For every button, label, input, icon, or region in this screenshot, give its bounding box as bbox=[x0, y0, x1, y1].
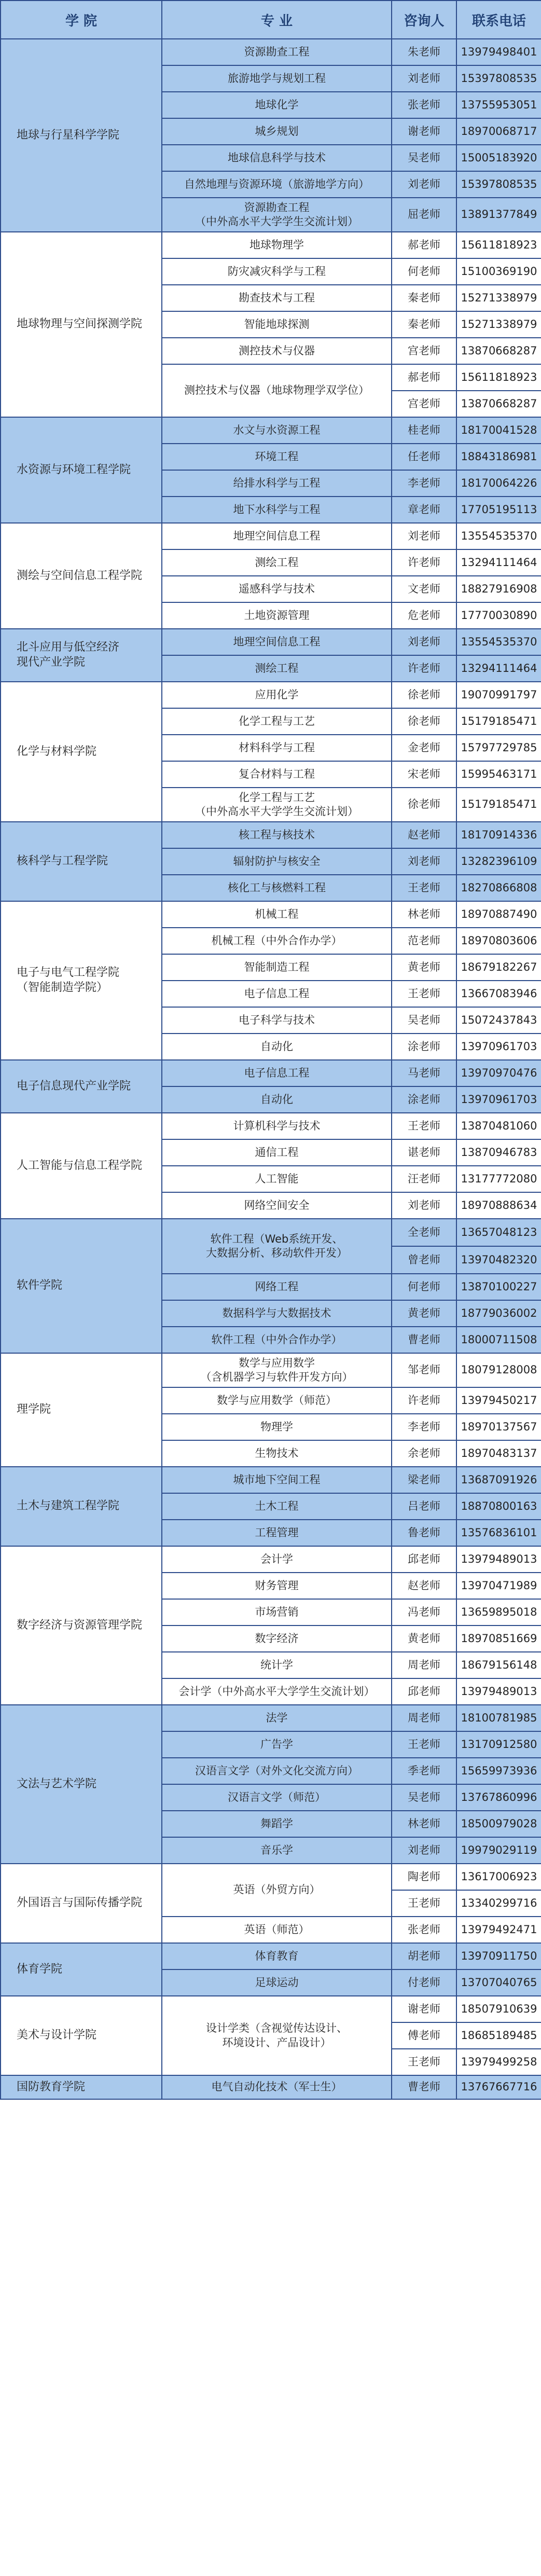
table-row bbox=[1, 1219, 541, 1246]
contact-cell: 徐老师 bbox=[392, 682, 456, 708]
contact-cell: 吕老师 bbox=[392, 1493, 456, 1520]
contact-cell: 李老师 bbox=[392, 470, 456, 497]
phone-cell: 15271338979 bbox=[456, 311, 541, 338]
phone-cell: 18970803606 bbox=[456, 928, 541, 954]
phone-cell: 13970970476 bbox=[456, 1060, 541, 1086]
major-cell: 测控技术与仪器 bbox=[162, 338, 392, 364]
contact-cell: 曹老师 bbox=[392, 2075, 456, 2099]
table-row bbox=[1, 1467, 541, 1493]
major-cell: 数学与应用数学 （含机器学习与软件开发方向） bbox=[162, 1353, 392, 1387]
phone-cell: 13979492471 bbox=[456, 1917, 541, 1943]
phone-cell: 13707040765 bbox=[456, 1969, 541, 1996]
contact-cell: 陶老师 bbox=[392, 1864, 456, 1890]
phone-cell: 15611818923 bbox=[456, 232, 541, 258]
phone-cell: 18100781985 bbox=[456, 1705, 541, 1731]
phone-cell: 18079128008 bbox=[456, 1353, 541, 1387]
college-cell: 数字经济与资源管理学院 bbox=[1, 1546, 162, 1705]
major-cell: 地理空间信息工程 bbox=[162, 523, 392, 549]
contact-cell: 徐老师 bbox=[392, 788, 456, 822]
college-cell: 人工智能与信息工程学院 bbox=[1, 1113, 162, 1219]
contact-cell: 许老师 bbox=[392, 1387, 456, 1414]
phone-cell: 18507910639 bbox=[456, 1996, 541, 2022]
contact-cell: 郝老师 bbox=[392, 232, 456, 258]
table-row bbox=[1, 1546, 541, 1573]
major-cell: 足球运动 bbox=[162, 1969, 392, 1996]
major-cell: 化学工程与工艺 （中外高水平大学学生交流计划） bbox=[162, 788, 392, 822]
phone-cell: 13554535370 bbox=[456, 629, 541, 655]
major-cell: 土地资源管理 bbox=[162, 602, 392, 629]
major-cell: 软件工程（中外合作办学） bbox=[162, 1327, 392, 1353]
phone-cell: 13970961703 bbox=[456, 1034, 541, 1060]
major-cell: 辐射防护与核安全 bbox=[162, 848, 392, 875]
table-row bbox=[1, 1943, 541, 1969]
contact-cell: 赵老师 bbox=[392, 822, 456, 848]
phone-cell: 18827916908 bbox=[456, 576, 541, 602]
major-cell: 城乡规划 bbox=[162, 118, 392, 145]
major-cell: 防灾减灾科学与工程 bbox=[162, 258, 392, 285]
table-body bbox=[1, 39, 541, 2099]
contact-cell: 傅老师 bbox=[392, 2022, 456, 2049]
contact-cell: 徐老师 bbox=[392, 708, 456, 735]
phone-cell: 15100369190 bbox=[456, 258, 541, 285]
contact-cell: 林老师 bbox=[392, 1811, 456, 1837]
phone-cell: 13979498401 bbox=[456, 39, 541, 65]
contact-cell: 刘老师 bbox=[392, 629, 456, 655]
major-cell: 网络工程 bbox=[162, 1274, 392, 1300]
major-cell: 人工智能 bbox=[162, 1166, 392, 1192]
phone-cell: 17770030890 bbox=[456, 602, 541, 629]
college-cell: 美术与设计学院 bbox=[1, 1996, 162, 2075]
phone-cell: 18679182267 bbox=[456, 954, 541, 981]
major-cell: 软件工程（Web系统开发、 大数据分析、移动软件开发） bbox=[162, 1219, 392, 1274]
major-cell: 物理学 bbox=[162, 1414, 392, 1440]
header-contact: 咨询人 bbox=[392, 1, 456, 39]
phone-cell: 13870481060 bbox=[456, 1113, 541, 1139]
contact-cell: 鲁老师 bbox=[392, 1520, 456, 1546]
contact-cell: 付老师 bbox=[392, 1969, 456, 1996]
contact-cell: 吴老师 bbox=[392, 1007, 456, 1034]
contact-cell: 屈老师 bbox=[392, 198, 456, 232]
major-cell: 通信工程 bbox=[162, 1139, 392, 1166]
major-cell: 复合材料与工程 bbox=[162, 761, 392, 788]
contact-cell: 胡老师 bbox=[392, 1943, 456, 1969]
contact-cell: 危老师 bbox=[392, 602, 456, 629]
major-cell: 自动化 bbox=[162, 1034, 392, 1060]
phone-cell: 13170912580 bbox=[456, 1731, 541, 1758]
phone-cell: 15797729785 bbox=[456, 735, 541, 761]
major-cell: 会计学（中外高水平大学学生交流计划） bbox=[162, 1678, 392, 1705]
phone-cell: 18000711508 bbox=[456, 1327, 541, 1353]
major-cell: 设计学类（含视觉传达设计、 环境设计、产品设计） bbox=[162, 1996, 392, 2075]
major-cell: 汉语言文学（对外文化交流方向） bbox=[162, 1758, 392, 1784]
contact-cell: 林老师 bbox=[392, 901, 456, 928]
major-cell: 资源勘查工程 bbox=[162, 39, 392, 65]
major-cell: 智能制造工程 bbox=[162, 954, 392, 981]
contact-cell: 邹老师 bbox=[392, 1353, 456, 1387]
phone-cell: 13979450217 bbox=[456, 1387, 541, 1414]
major-cell: 旅游地学与规划工程 bbox=[162, 65, 392, 92]
major-cell: 材料科学与工程 bbox=[162, 735, 392, 761]
major-cell: 财务管理 bbox=[162, 1573, 392, 1599]
phone-cell: 13979489013 bbox=[456, 1546, 541, 1573]
major-cell: 测控技术与仪器（地球物理学双学位） bbox=[162, 364, 392, 417]
contact-cell: 赵老师 bbox=[392, 1573, 456, 1599]
phone-cell: 18685189485 bbox=[456, 2022, 541, 2049]
phone-cell: 15659973936 bbox=[456, 1758, 541, 1784]
major-cell: 体育教育 bbox=[162, 1943, 392, 1969]
phone-cell: 13979499258 bbox=[456, 2049, 541, 2075]
major-cell: 给排水科学与工程 bbox=[162, 470, 392, 497]
major-cell: 勘查技术与工程 bbox=[162, 285, 392, 311]
phone-cell: 13687091926 bbox=[456, 1467, 541, 1493]
table-header-row bbox=[1, 1, 541, 39]
phone-cell: 13767860996 bbox=[456, 1784, 541, 1811]
contact-cell: 朱老师 bbox=[392, 39, 456, 65]
contact-cell: 文老师 bbox=[392, 576, 456, 602]
contact-cell: 郝老师 bbox=[392, 364, 456, 391]
contact-cell: 许老师 bbox=[392, 655, 456, 682]
phone-cell: 18500979028 bbox=[456, 1811, 541, 1837]
phone-cell: 19979029119 bbox=[456, 1837, 541, 1864]
contact-cell: 张老师 bbox=[392, 92, 456, 118]
major-cell: 网络空间安全 bbox=[162, 1192, 392, 1219]
contact-cell: 涂老师 bbox=[392, 1034, 456, 1060]
phone-cell: 13891377849 bbox=[456, 198, 541, 232]
contact-cell: 邱老师 bbox=[392, 1546, 456, 1573]
major-cell: 市场营销 bbox=[162, 1599, 392, 1626]
table-row bbox=[1, 682, 541, 708]
table-row bbox=[1, 417, 541, 444]
contact-cell: 刘老师 bbox=[392, 848, 456, 875]
major-cell: 自然地理与资源环境（旅游地学方向） bbox=[162, 171, 392, 198]
major-cell: 电子信息工程 bbox=[162, 1060, 392, 1086]
header-major: 专 业 bbox=[162, 1, 392, 39]
contact-cell: 刘老师 bbox=[392, 1192, 456, 1219]
phone-cell: 13667083946 bbox=[456, 981, 541, 1007]
contact-cell: 余老师 bbox=[392, 1440, 456, 1467]
phone-cell: 13554535370 bbox=[456, 523, 541, 549]
phone-cell: 13870100227 bbox=[456, 1274, 541, 1300]
phone-cell: 15995463171 bbox=[456, 761, 541, 788]
college-cell: 理学院 bbox=[1, 1353, 162, 1467]
phone-cell: 13767667716 bbox=[456, 2075, 541, 2099]
major-cell: 地球信息科学与技术 bbox=[162, 145, 392, 171]
phone-cell: 13870668287 bbox=[456, 391, 541, 417]
table-row bbox=[1, 901, 541, 928]
major-cell: 数学与应用数学（师范） bbox=[162, 1387, 392, 1414]
phone-cell: 13870946783 bbox=[456, 1139, 541, 1166]
major-cell: 测绘工程 bbox=[162, 655, 392, 682]
major-cell: 会计学 bbox=[162, 1546, 392, 1573]
major-cell: 电子信息工程 bbox=[162, 981, 392, 1007]
contact-cell: 王老师 bbox=[392, 2049, 456, 2075]
major-cell: 舞蹈学 bbox=[162, 1811, 392, 1837]
contact-cell: 刘老师 bbox=[392, 171, 456, 198]
major-cell: 英语（师范） bbox=[162, 1917, 392, 1943]
college-cell: 核科学与工程学院 bbox=[1, 822, 162, 901]
phone-cell: 15179185471 bbox=[456, 788, 541, 822]
phone-cell: 13970911750 bbox=[456, 1943, 541, 1969]
college-cell: 地球物理与空间探测学院 bbox=[1, 232, 162, 417]
contact-cell: 宫老师 bbox=[392, 391, 456, 417]
contact-cell: 桂老师 bbox=[392, 417, 456, 444]
contact-cell: 刘老师 bbox=[392, 523, 456, 549]
header-phone: 联系电话 bbox=[456, 1, 541, 39]
phone-cell: 18779036002 bbox=[456, 1300, 541, 1327]
phone-cell: 13979489013 bbox=[456, 1678, 541, 1705]
contact-cell: 谢老师 bbox=[392, 1996, 456, 2022]
major-cell: 统计学 bbox=[162, 1652, 392, 1678]
major-cell: 汉语言文学（师范） bbox=[162, 1784, 392, 1811]
phone-cell: 13970471989 bbox=[456, 1573, 541, 1599]
phone-cell: 19070991797 bbox=[456, 682, 541, 708]
phone-cell: 13970961703 bbox=[456, 1086, 541, 1113]
table-row bbox=[1, 1705, 541, 1731]
phone-cell: 18170914336 bbox=[456, 822, 541, 848]
table-row bbox=[1, 1864, 541, 1890]
contact-cell: 曹老师 bbox=[392, 1327, 456, 1353]
phone-cell: 18970483137 bbox=[456, 1440, 541, 1467]
major-cell: 机械工程（中外合作办学） bbox=[162, 928, 392, 954]
contact-cell: 周老师 bbox=[392, 1652, 456, 1678]
phone-cell: 13870668287 bbox=[456, 338, 541, 364]
contact-cell: 吴老师 bbox=[392, 145, 456, 171]
contact-cell: 谢老师 bbox=[392, 118, 456, 145]
college-cell: 电子信息现代产业学院 bbox=[1, 1060, 162, 1113]
phone-cell: 15005183920 bbox=[456, 145, 541, 171]
contact-cell: 邱老师 bbox=[392, 1678, 456, 1705]
major-cell: 电气自动化技术（军士生） bbox=[162, 2075, 392, 2099]
contact-cell: 宫老师 bbox=[392, 338, 456, 364]
contact-cell: 吴老师 bbox=[392, 1784, 456, 1811]
contact-cell: 任老师 bbox=[392, 444, 456, 470]
major-cell: 环境工程 bbox=[162, 444, 392, 470]
phone-cell: 13970482320 bbox=[456, 1246, 541, 1274]
table-row bbox=[1, 822, 541, 848]
contact-cell: 何老师 bbox=[392, 258, 456, 285]
phone-cell: 13617006923 bbox=[456, 1864, 541, 1890]
contact-cell: 黄老师 bbox=[392, 1300, 456, 1327]
college-cell: 体育学院 bbox=[1, 1943, 162, 1996]
college-cell: 文法与艺术学院 bbox=[1, 1705, 162, 1864]
contact-cell: 梁老师 bbox=[392, 1467, 456, 1493]
contact-cell: 马老师 bbox=[392, 1060, 456, 1086]
phone-cell: 18679156148 bbox=[456, 1652, 541, 1678]
phone-cell: 18170064226 bbox=[456, 470, 541, 497]
phone-cell: 18843186981 bbox=[456, 444, 541, 470]
phone-cell: 15072437843 bbox=[456, 1007, 541, 1034]
major-cell: 核工程与核技术 bbox=[162, 822, 392, 848]
contact-cell: 王老师 bbox=[392, 1113, 456, 1139]
college-cell: 外国语言与国际传播学院 bbox=[1, 1864, 162, 1943]
major-cell: 机械工程 bbox=[162, 901, 392, 928]
contact-cell: 许老师 bbox=[392, 549, 456, 576]
contact-cell: 涂老师 bbox=[392, 1086, 456, 1113]
table-row bbox=[1, 629, 541, 655]
phone-cell: 13282396109 bbox=[456, 848, 541, 875]
college-cell: 测绘与空间信息工程学院 bbox=[1, 523, 162, 629]
contact-cell: 王老师 bbox=[392, 875, 456, 901]
contact-cell: 周老师 bbox=[392, 1705, 456, 1731]
phone-cell: 13755953051 bbox=[456, 92, 541, 118]
major-cell: 地下水科学与工程 bbox=[162, 497, 392, 523]
table-row bbox=[1, 1996, 541, 2022]
phone-cell: 15397808535 bbox=[456, 65, 541, 92]
table-row bbox=[1, 523, 541, 549]
phone-cell: 18970137567 bbox=[456, 1414, 541, 1440]
phone-cell: 13659895018 bbox=[456, 1599, 541, 1626]
phone-cell: 13177772080 bbox=[456, 1166, 541, 1192]
contact-cell: 季老师 bbox=[392, 1758, 456, 1784]
phone-cell: 18970887490 bbox=[456, 901, 541, 928]
table-row bbox=[1, 1113, 541, 1139]
contact-cell: 范老师 bbox=[392, 928, 456, 954]
header-college: 学 院 bbox=[1, 1, 162, 39]
table-row bbox=[1, 232, 541, 258]
contact-cell: 刘老师 bbox=[392, 65, 456, 92]
college-cell: 化学与材料学院 bbox=[1, 682, 162, 822]
contact-cell: 王老师 bbox=[392, 981, 456, 1007]
contact-cell: 黄老师 bbox=[392, 1626, 456, 1652]
phone-cell: 15397808535 bbox=[456, 171, 541, 198]
college-cell: 软件学院 bbox=[1, 1219, 162, 1353]
major-cell: 地理空间信息工程 bbox=[162, 629, 392, 655]
major-cell: 法学 bbox=[162, 1705, 392, 1731]
phone-cell: 18970068717 bbox=[456, 118, 541, 145]
major-cell: 地球化学 bbox=[162, 92, 392, 118]
phone-cell: 13657048123 bbox=[456, 1219, 541, 1246]
phone-cell: 15179185471 bbox=[456, 708, 541, 735]
contact-cell: 张老师 bbox=[392, 1917, 456, 1943]
table-row bbox=[1, 1060, 541, 1086]
major-cell: 化学工程与工艺 bbox=[162, 708, 392, 735]
contact-cell: 王老师 bbox=[392, 1731, 456, 1758]
major-cell: 土木工程 bbox=[162, 1493, 392, 1520]
phone-cell: 17705195113 bbox=[456, 497, 541, 523]
college-cell: 土木与建筑工程学院 bbox=[1, 1467, 162, 1546]
major-cell: 遥感科学与技术 bbox=[162, 576, 392, 602]
phone-cell: 15611818923 bbox=[456, 364, 541, 391]
contact-cell: 谌老师 bbox=[392, 1139, 456, 1166]
phone-cell: 15271338979 bbox=[456, 285, 541, 311]
college-cell: 地球与行星科学学院 bbox=[1, 39, 162, 232]
table-row bbox=[1, 39, 541, 65]
phone-cell: 13294111464 bbox=[456, 549, 541, 576]
contact-cell: 宋老师 bbox=[392, 761, 456, 788]
major-cell: 广告学 bbox=[162, 1731, 392, 1758]
contact-cell: 金老师 bbox=[392, 735, 456, 761]
contact-cell: 秦老师 bbox=[392, 311, 456, 338]
major-cell: 数字经济 bbox=[162, 1626, 392, 1652]
contact-cell: 刘老师 bbox=[392, 1837, 456, 1864]
phone-cell: 18170041528 bbox=[456, 417, 541, 444]
phone-cell: 18970851669 bbox=[456, 1626, 541, 1652]
phone-cell: 13340299716 bbox=[456, 1890, 541, 1917]
contact-cell: 黄老师 bbox=[392, 954, 456, 981]
major-cell: 城市地下空间工程 bbox=[162, 1467, 392, 1493]
major-cell: 英语（外贸方向） bbox=[162, 1864, 392, 1917]
major-cell: 生物技术 bbox=[162, 1440, 392, 1467]
major-cell: 计算机科学与技术 bbox=[162, 1113, 392, 1139]
contact-cell: 李老师 bbox=[392, 1414, 456, 1440]
contact-cell: 曾老师 bbox=[392, 1246, 456, 1274]
major-cell: 数据科学与大数据技术 bbox=[162, 1300, 392, 1327]
contact-cell: 汪老师 bbox=[392, 1166, 456, 1192]
major-cell: 核化工与核燃料工程 bbox=[162, 875, 392, 901]
college-cell: 水资源与环境工程学院 bbox=[1, 417, 162, 523]
contact-cell: 秦老师 bbox=[392, 285, 456, 311]
table-row bbox=[1, 1353, 541, 1387]
major-cell: 音乐学 bbox=[162, 1837, 392, 1864]
major-cell: 电子科学与技术 bbox=[162, 1007, 392, 1034]
major-cell: 资源勘查工程 （中外高水平大学学生交流计划） bbox=[162, 198, 392, 232]
contact-cell: 全老师 bbox=[392, 1219, 456, 1246]
table-row bbox=[1, 2075, 541, 2099]
major-cell: 智能地球探测 bbox=[162, 311, 392, 338]
contact-cell: 章老师 bbox=[392, 497, 456, 523]
major-cell: 水文与水资源工程 bbox=[162, 417, 392, 444]
contact-cell: 冯老师 bbox=[392, 1599, 456, 1626]
phone-cell: 18970888634 bbox=[456, 1192, 541, 1219]
major-cell: 工程管理 bbox=[162, 1520, 392, 1546]
contact-cell: 王老师 bbox=[392, 1890, 456, 1917]
college-cell: 国防教育学院 bbox=[1, 2075, 162, 2099]
phone-cell: 13576836101 bbox=[456, 1520, 541, 1546]
college-cell: 北斗应用与低空经济 现代产业学院 bbox=[1, 629, 162, 682]
major-cell: 应用化学 bbox=[162, 682, 392, 708]
major-cell: 测绘工程 bbox=[162, 549, 392, 576]
college-cell: 电子与电气工程学院 （智能制造学院） bbox=[1, 901, 162, 1060]
contact-cell: 何老师 bbox=[392, 1274, 456, 1300]
phone-cell: 13294111464 bbox=[456, 655, 541, 682]
major-cell: 地球物理学 bbox=[162, 232, 392, 258]
major-cell: 自动化 bbox=[162, 1086, 392, 1113]
phone-cell: 18270866808 bbox=[456, 875, 541, 901]
phone-cell: 18870800163 bbox=[456, 1493, 541, 1520]
